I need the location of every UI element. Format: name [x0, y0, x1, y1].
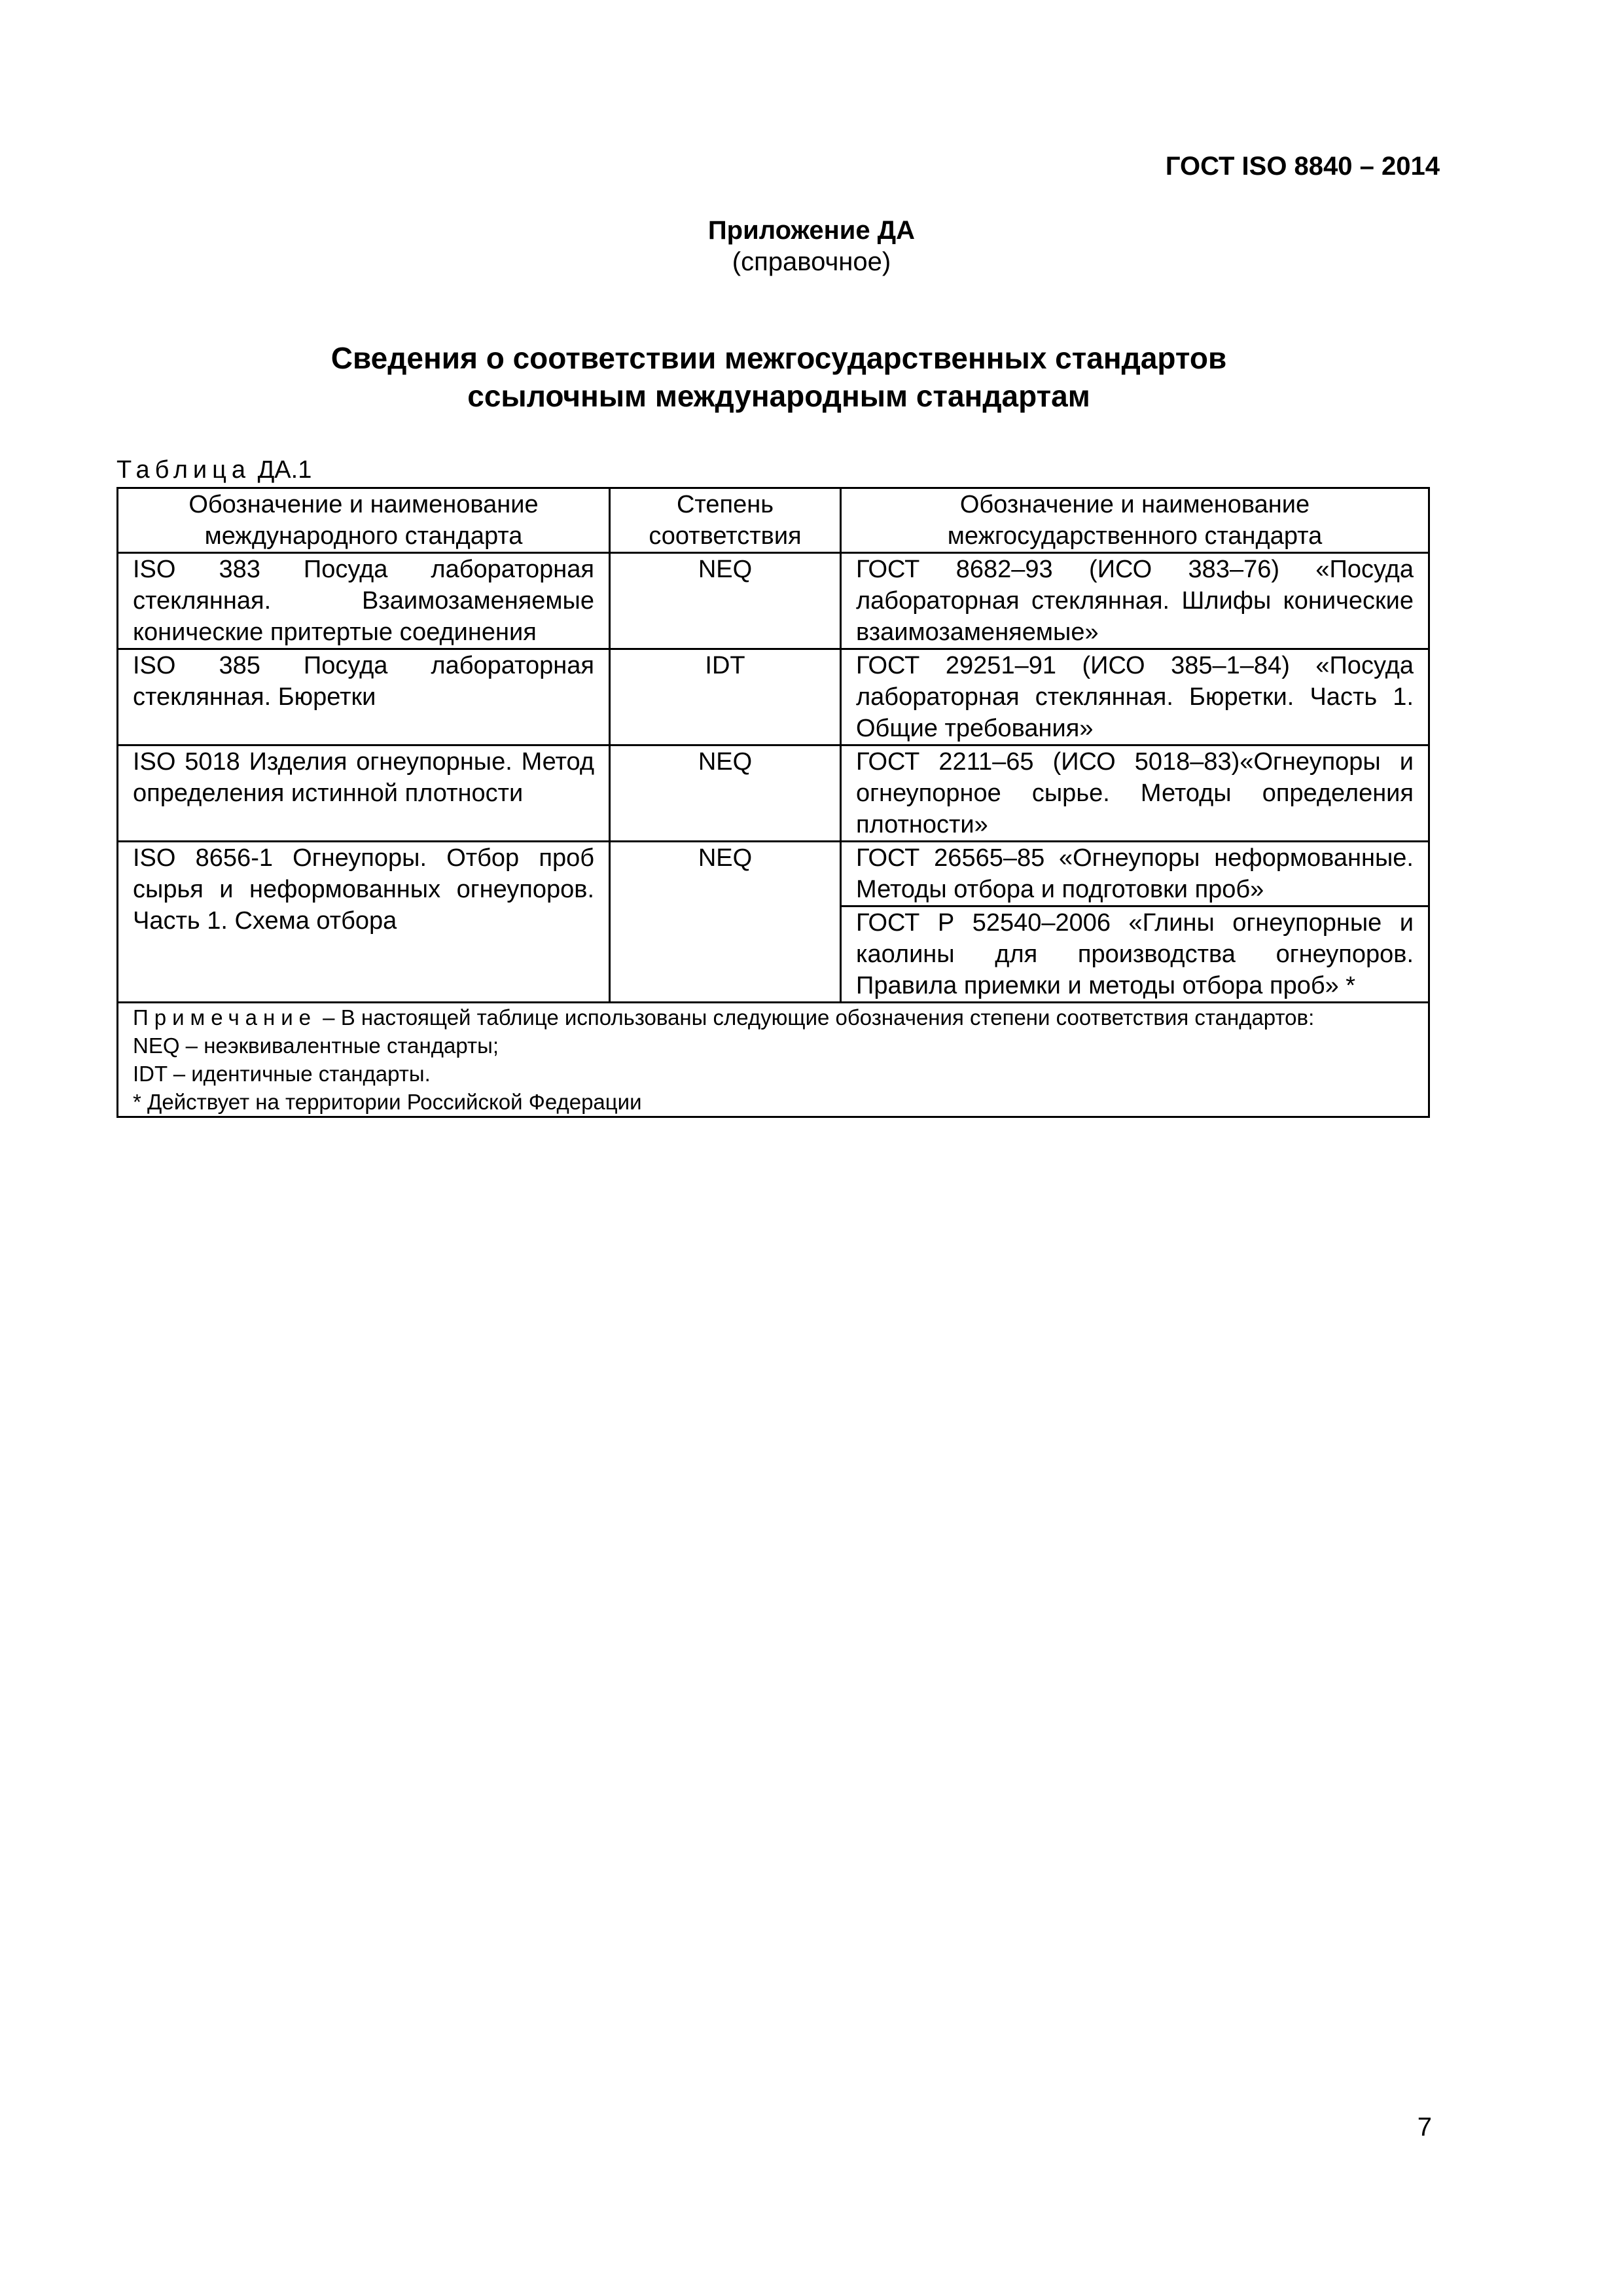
- cell-degree: NEQ: [610, 553, 841, 649]
- section-title-line-2: ссылочным международным стандартам: [467, 379, 1090, 413]
- note-intro: [133, 1003, 1414, 1031]
- cell-degree: NEQ: [610, 842, 841, 1003]
- cell-international-standard: ISO 385 Посуда лабораторная стеклянная. Бюретки: [118, 649, 610, 745]
- cell-interstate-standard: ГОСТ 2211–65 (ИСО 5018–83)«Огнеупоры и огнеупорное сырье. Методы определения плотности»: [841, 745, 1429, 842]
- header-international-standard: Обозначение и наименование международного стандарта: [118, 488, 610, 553]
- section-title: [0, 339, 1558, 415]
- cell-interstate-standard: ГОСТ 29251–91 (ИСО 385–1–84) «Посуда лабораторная стеклянная. Бюретки. Часть 1. Общие требования»: [841, 649, 1429, 745]
- cell-international-standard: ISO 5018 Изделия огнеупорные. Метод определения истинной плотности: [118, 745, 610, 842]
- header-interstate-standard: Обозначение и наименование межгосударственного стандарта: [841, 488, 1429, 553]
- table-caption-label: Таблица: [116, 456, 251, 484]
- table-note: [118, 1003, 1429, 1117]
- note-text: – В настоящей таблице использованы следующие обозначения степени соответствия стандартов:: [317, 1005, 1315, 1030]
- table-row: [118, 842, 1429, 906]
- standards-table: [116, 487, 1430, 1118]
- document-code: ГОСТ ISO 8840 – 2014: [1165, 152, 1440, 181]
- cell-interstate-standard-extra: ГОСТ Р 52540–2006 «Глины огнеупорные и каолины для производства огнеупоров. Правила приемки и методы отбора проб» *: [841, 906, 1429, 1003]
- annex-subtitle: (справочное): [732, 247, 891, 276]
- header-degree-of-conformity: Степень соответствия: [610, 488, 841, 553]
- table-caption: [116, 456, 312, 484]
- note-neq: NEQ – неэквивалентные стандарты;: [133, 1033, 499, 1058]
- table-row: [118, 553, 1429, 649]
- note-label: Примечание: [133, 1005, 317, 1030]
- page-number: 7: [1417, 2113, 1432, 2142]
- cell-international-standard: ISO 8656-1 Огнеупоры. Отбор проб сырья и неформованных огнеупоров. Часть 1. Схема отбора: [118, 842, 610, 1003]
- table-note-row: [118, 1003, 1429, 1117]
- cell-international-standard: ISO 383 Посуда лабораторная стеклянная. Взаимозаменяемые конические притертые соединения: [118, 553, 610, 649]
- cell-interstate-standard: ГОСТ 26565–85 «Огнеупоры неформованные. Методы отбора и подготовки проб»: [841, 842, 1429, 906]
- table-row: [118, 745, 1429, 842]
- note-russia: * Действует на территории Российской Федерации: [133, 1090, 642, 1114]
- note-idt: IDT – идентичные стандарты.: [133, 1062, 431, 1086]
- cell-degree: NEQ: [610, 745, 841, 842]
- section-title-line-1: Сведения о соответствии межгосударственных стандартов: [330, 341, 1227, 375]
- table-header-row: [118, 488, 1429, 553]
- annex-title: Приложение ДА: [707, 216, 916, 245]
- table-caption-id: ДА.1: [257, 456, 312, 484]
- cell-degree: IDT: [610, 649, 841, 745]
- cell-interstate-standard: ГОСТ 8682–93 (ИСО 383–76) «Посуда лабораторная стеклянная. Шлифы конические взаимозаменяемые»: [841, 553, 1429, 649]
- table-row: [118, 649, 1429, 745]
